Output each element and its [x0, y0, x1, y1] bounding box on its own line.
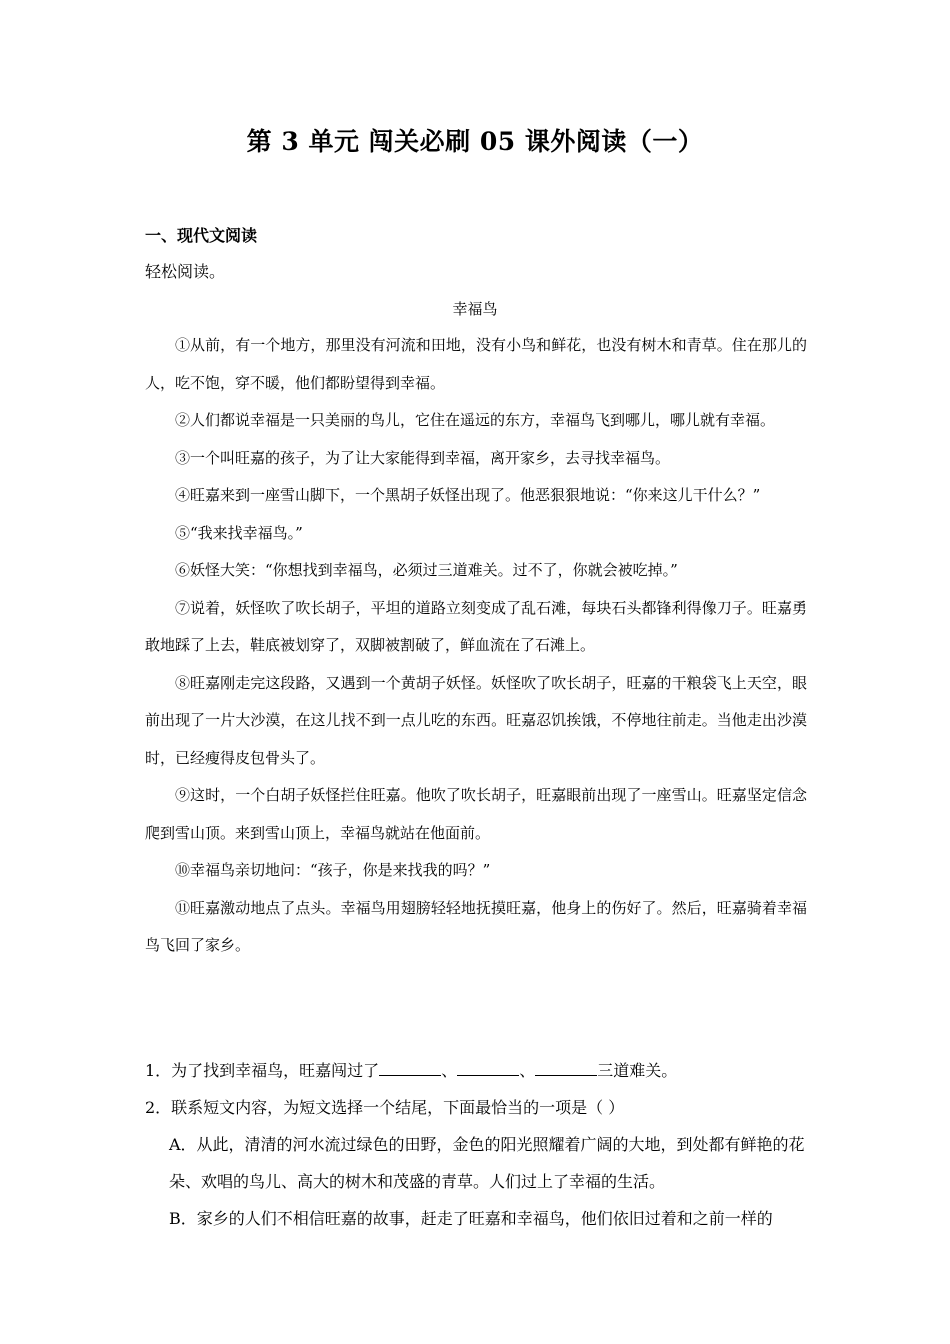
questions — [145, 1052, 807, 1237]
story-paragraph: ⑨这时，一个白胡子妖怪拦住旺嘉。他吹了吹长胡子，旺嘉眼前出现了一座雪山。旺嘉坚定信念爬到雪山顶。来到雪山顶上，幸福鸟就站在他面前。 — [145, 786, 807, 842]
story-paragraph: ⑥妖怪大笑：“你想找到幸福鸟，必须过三道难关。过不了，你就会被吃掉。” — [175, 561, 678, 579]
instruction-text: 轻松阅读。 — [145, 262, 226, 281]
story-paragraph: ②人们都说幸福是一只美丽的鸟儿，它住在遥远的东方，幸福鸟飞到哪儿，哪儿就有幸福。 — [175, 411, 776, 429]
answer-blank-2[interactable] — [457, 1059, 519, 1076]
story-paragraph: ⑧旺嘉刚走完这段路，又遇到一个黄胡子妖怪。妖怪吹了吹长胡子，旺嘉的干粮袋飞上天空，眼前出现了一片大沙漠，在这儿找不到一点儿吃的东西。旺嘉忍饥挨饿，不停地往前走。当他走出沙漠时，已经瘦得皮包骨头了。 — [145, 673, 807, 767]
story-paragraph: ④旺嘉来到一座雪山脚下，一个黑胡子妖怪出现了。他恶狠狠地说：“你来这儿干什么？” — [175, 486, 761, 504]
question-1-prefix: 1．为了找到幸福鸟，旺嘉闯过了 — [145, 1061, 380, 1080]
option-a[interactable]: A．从此，清清的河水流过绿色的田野，金色的阳光照耀着广阔的大地，到处都有鲜艳的花朵、欢唱的鸟儿、高大的树木和茂盛的青草。人们过上了幸福的生活。 — [169, 1135, 805, 1191]
story-paragraph: ⑦说着，妖怪吹了吹长胡子，平坦的道路立刻变成了乱石滩，每块石头都锋利得像刀子。旺嘉勇敢地踩了上去，鞋底被划穿了，双脚被割破了，鲜血流在了石滩上。 — [145, 598, 807, 654]
question-1 — [145, 1052, 807, 1089]
option-b[interactable]: B．家乡的人们不相信旺嘉的故事，赶走了旺嘉和幸福鸟，他们依旧过着和之前一样的 — [169, 1209, 773, 1228]
story-paragraph: ⑪旺嘉激动地点了点头。幸福鸟用翅膀轻轻地抚摸旺嘉，他身上的伤好了。然后，旺嘉骑着幸福鸟飞回了家乡。 — [145, 898, 807, 954]
story-paragraph: ①从前，有一个地方，那里没有河流和田地，没有小鸟和鲜花，也没有树木和青草。住在那儿的人，吃不饱，穿不暖，他们都盼望得到幸福。 — [145, 336, 807, 392]
answer-blank-3[interactable] — [535, 1059, 597, 1076]
page-title: 第 3 单元 闯关必刷 05 课外阅读（一） — [246, 127, 704, 156]
answer-blank-1[interactable] — [379, 1059, 441, 1076]
story-paragraph: ⑤“我来找幸福鸟。” — [175, 523, 303, 542]
question-1-suffix: 三道难关。 — [597, 1061, 678, 1080]
question-2: 2．联系短文内容，为短文选择一个结尾，下面最恰当的一项是（ ） — [145, 1098, 625, 1117]
story-title: 幸福鸟 — [452, 300, 498, 318]
question-1-sep: 、 — [441, 1061, 458, 1080]
question-1-sep: 、 — [519, 1061, 536, 1080]
story-body — [145, 327, 807, 965]
story-paragraph: ③一个叫旺嘉的孩子，为了让大家能得到幸福，离开家乡，去寻找幸福鸟。 — [175, 448, 671, 467]
section-heading: 一、现代文阅读 — [145, 226, 258, 245]
story-paragraph: ⑩幸福鸟亲切地问：“孩子，你是来找我的吗？” — [175, 861, 491, 879]
